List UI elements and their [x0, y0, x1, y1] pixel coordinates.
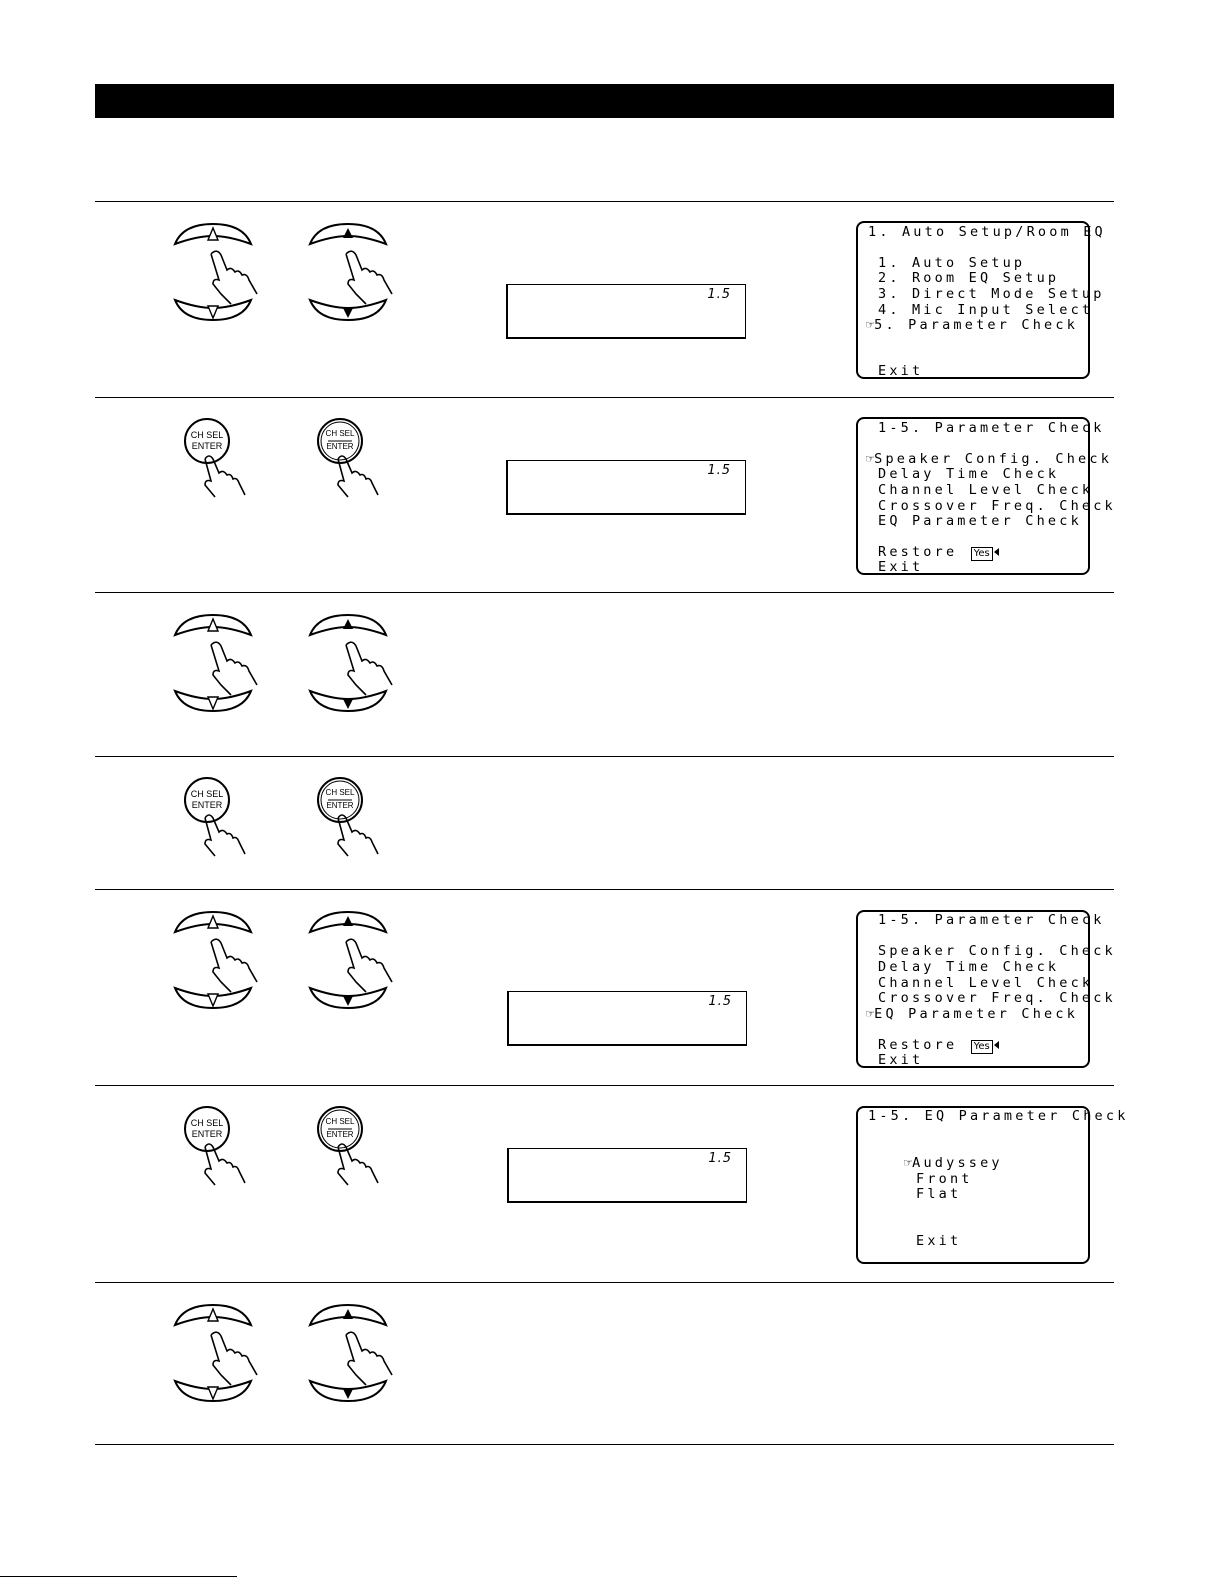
osd-title: 1. Auto Setup/Room EQ: [868, 224, 1106, 240]
enter-label: ENTER: [191, 1129, 223, 1139]
lcd-indicator: 1.5: [707, 287, 731, 302]
step-divider: [95, 1444, 1114, 1445]
osd-menu-item[interactable]: 3. Direct Mode Setup: [878, 286, 1105, 302]
osd-menu-item-selected[interactable]: [904, 1156, 1003, 1172]
osd-menu-item[interactable]: 2. Room EQ Setup: [878, 270, 1060, 286]
enter-label: ENTER: [326, 1130, 354, 1139]
ch-sel-enter-button-unit[interactable]: [316, 417, 396, 506]
front-panel-display: [506, 284, 746, 339]
left-arrow-icon: [994, 548, 999, 556]
osd-menu-item[interactable]: 4. Mic Input Select: [878, 302, 1094, 318]
restore-value-box[interactable]: Yes: [971, 1040, 993, 1054]
pointing-hand-icon: ☞: [866, 317, 875, 333]
osd-menu-item[interactable]: Crossover Freq. Check: [878, 990, 1116, 1006]
osd-exit[interactable]: Exit: [878, 559, 924, 575]
left-arrow-icon: [994, 1041, 999, 1049]
up-down-buttons-unit[interactable]: [308, 910, 398, 1018]
section-title-bar: [95, 84, 1114, 118]
osd-auto-setup-menu: [856, 221, 1106, 379]
lcd-indicator: 1.5: [707, 463, 731, 478]
ch-sel-enter-button-unit[interactable]: [316, 776, 396, 865]
pointing-hand-icon: ☞: [866, 451, 875, 467]
osd-menu-item[interactable]: Channel Level Check: [878, 975, 1094, 991]
osd-exit[interactable]: Exit: [878, 1052, 924, 1068]
up-down-buttons-remote[interactable]: [173, 910, 263, 1018]
front-panel-display: [507, 1148, 747, 1203]
osd-parameter-check-menu: [856, 910, 1116, 1068]
osd-menu-item-label: Audyssey: [912, 1155, 1003, 1171]
osd-exit[interactable]: Exit: [916, 1233, 962, 1249]
ch-sel-label: CH SEL: [325, 788, 355, 797]
enter-label: ENTER: [326, 442, 354, 451]
up-down-buttons-unit[interactable]: [308, 1303, 398, 1411]
osd-menu-item[interactable]: Crossover Freq. Check: [878, 498, 1116, 514]
footer-rule: [0, 1576, 237, 1577]
ch-sel-label: CH SEL: [325, 1117, 355, 1126]
osd-exit[interactable]: Exit: [878, 363, 924, 379]
ch-sel-enter-button-remote[interactable]: [183, 417, 263, 506]
ch-sel-label: CH SEL: [190, 789, 224, 799]
enter-label: ENTER: [191, 441, 223, 451]
front-panel-display: [507, 991, 747, 1046]
step-divider: [95, 756, 1114, 757]
lcd-indicator: 1.5: [708, 1151, 732, 1166]
pointing-hand-icon: ☞: [904, 1155, 913, 1171]
osd-menu-item-label: 5. Parameter Check: [874, 317, 1079, 333]
osd-menu-item[interactable]: Speaker Config. Check: [878, 943, 1116, 959]
ch-sel-enter-button-unit[interactable]: [316, 1105, 396, 1194]
ch-sel-label: CH SEL: [325, 429, 355, 438]
restore-label: Restore: [878, 1037, 958, 1053]
enter-label: ENTER: [191, 800, 223, 810]
restore-value-box[interactable]: Yes: [971, 547, 993, 561]
up-down-buttons-remote[interactable]: [173, 613, 263, 721]
enter-label: ENTER: [326, 801, 354, 810]
osd-menu-item[interactable]: Front: [916, 1171, 973, 1187]
osd-menu-item[interactable]: 1. Auto Setup: [878, 255, 1026, 271]
step-divider: [95, 592, 1114, 593]
up-down-buttons-unit[interactable]: [308, 613, 398, 721]
ch-sel-label: CH SEL: [190, 1118, 224, 1128]
step-divider: [95, 1085, 1114, 1086]
osd-menu-item[interactable]: Channel Level Check: [878, 482, 1094, 498]
pointing-hand-icon: ☞: [866, 1006, 875, 1022]
up-down-buttons-remote[interactable]: [173, 1303, 263, 1411]
step-divider: [95, 889, 1114, 890]
osd-title: 1-5. EQ Parameter Check: [868, 1108, 1129, 1124]
ch-sel-label: CH SEL: [190, 430, 224, 440]
restore-label: Restore: [878, 544, 958, 560]
osd-title: 1-5. Parameter Check: [878, 420, 1105, 436]
up-down-buttons-unit[interactable]: [308, 222, 398, 330]
up-down-buttons-remote[interactable]: [173, 222, 263, 330]
osd-menu-item[interactable]: Delay Time Check: [878, 959, 1060, 975]
lcd-indicator: 1.5: [708, 994, 732, 1009]
ch-sel-enter-button-remote[interactable]: [183, 776, 263, 865]
step-divider: [95, 397, 1114, 398]
osd-menu-item[interactable]: EQ Parameter Check: [878, 513, 1082, 529]
osd-menu-item-selected[interactable]: [866, 318, 1078, 334]
step-divider: [95, 201, 1114, 202]
osd-menu-item[interactable]: Delay Time Check: [878, 466, 1060, 482]
osd-menu-item-label: Speaker Config. Check: [874, 451, 1113, 467]
ch-sel-enter-button-remote[interactable]: [183, 1105, 263, 1194]
osd-eq-parameter-menu: [856, 1106, 1129, 1264]
step-divider: [95, 1282, 1114, 1283]
osd-menu-item[interactable]: Flat: [916, 1186, 962, 1202]
osd-title: 1-5. Parameter Check: [878, 912, 1105, 928]
osd-menu-item-label: EQ Parameter Check: [874, 1006, 1079, 1022]
osd-menu-item-selected[interactable]: [866, 1007, 1078, 1023]
front-panel-display: [506, 460, 746, 515]
osd-parameter-check-menu: [856, 417, 1116, 575]
